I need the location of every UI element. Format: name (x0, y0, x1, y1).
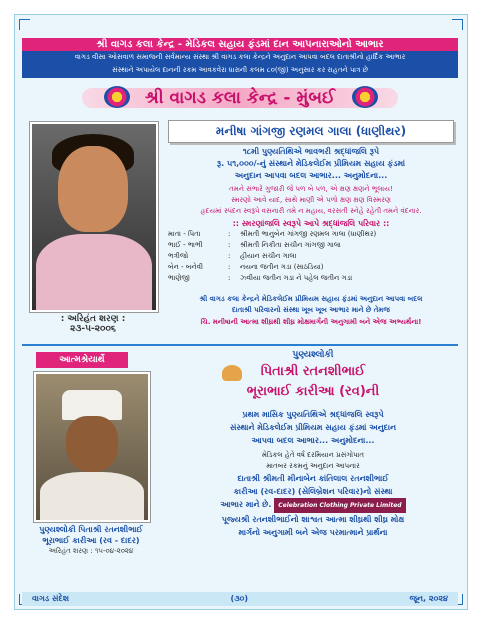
donor-line: કારીઆ (રવ-દાદર) (સેલિબ્રેશન પરિવાર)નો સંસ્થા (233, 487, 393, 496)
family-list (168, 229, 454, 284)
section-divider (22, 344, 458, 346)
family-row: માતા - પિતા : શ્રીમતી ભાનુબેન ગાંગજી રણમલ ગાલા (ધાણીથર) (168, 230, 377, 238)
banner-tax-note: સંસ્થાને અપાયેલ દાનની રકમ આવકવેરા ધારાની કલમ ૮૦(જી) અનુસાર કર રાહતને પાત્ર છે (111, 66, 369, 74)
memorial-section-manisha (22, 118, 458, 338)
mid-line: માતબર રકમનું અનુદાન આપનાર (266, 462, 360, 470)
poem-line: તમને સંભારે ગુજારી જે પળ બે પળ, એ ક્ષણ ક્ષણને ભૂલાય! (229, 185, 393, 193)
tribute-line: પ્રથમ માસિક પુણ્યતિથિએ શ્રદ્ધાંજલિ સ્વરૂપે (242, 410, 384, 419)
family-row: બેન - બનેવી : નયના જતીન ગડા (સાઠડિયા) (168, 263, 324, 271)
banner-subline: વાગડ વીસા ઓસવાળ સમાજની સર્વમાન્ય સંસ્થા શ્રી વાગડ કલા કેન્દ્રને અનુદાન આપવા બદલ દાતાશ્રીનો હાર્દિક આભાર (74, 53, 406, 61)
portrait-photo (30, 122, 158, 312)
magazine-name: વાગડ સંદેશ (32, 594, 70, 603)
father-name-line2: ભૂરાભાઈ કારીઆ (રવ)ની (246, 384, 380, 399)
prayer-line: માર્ગનો અનુગામી બને એજ પરમાત્માને પ્રાર્થના (238, 528, 388, 537)
issue-date: જૂન, ૨૦૨૪ (409, 594, 448, 603)
family-row: ભત્રીજો : હીયાન સચીન ગાલા (168, 252, 297, 260)
poem-line: સ્મરણો આવે યાદ, સાથે માણી એ પળો ક્ષણ ક્ષણ વિસ્મરણ (231, 196, 391, 204)
header-banner (22, 38, 458, 78)
tribute-line: ૧૮મી પુણ્યતિથિએ ભાવભરી શ્રદ્ધાંજલિ રૂપે (242, 147, 380, 156)
celebration-logo: Celebration Clothing Private Limited (274, 498, 405, 513)
father-name (172, 362, 454, 408)
title-band (22, 84, 458, 112)
family-header: :: સ્મરણાંજલિ સ્વરૂપે આપે શ્રદ્ધાંજલિ પરિવાર :: (232, 219, 390, 228)
thanks-note: શ્રી વાગડ કલા કેન્દ્રને મેડિકલેઈમ પ્રીમિયમ સહાય ફંડમાં અનુદાન આપવા બદલ દાતાશ્રી પરિવારનો સંસ્થા ખૂબ ખૂબ આભાર માને છે તેમજ (199, 295, 423, 314)
caption-name-1: પુણ્યશ્લોકી પિતાશ્રી રતનશીભાઈ (39, 525, 143, 534)
caption-date: ૨૩-૫-૨૦૦૬ (70, 324, 116, 334)
caption-date: અરિહંત શરણ : ૧૫-૦૪-૨૦૨૪ (48, 547, 134, 555)
caption-arihant: : અરિહંત શરણ : (60, 314, 126, 324)
father-name-line1: પિતાશ્રી રતનશીભાઈ (260, 364, 366, 379)
family-row: ભાઈ - ભાભી : શ્રીમતી નિકીતા સચીન ગાંગજી ગાલા (168, 241, 341, 249)
portrait-photo (34, 372, 150, 522)
photo-caption (32, 314, 154, 334)
punyashloki-label: પુણ્યશ્લોકી (292, 350, 334, 360)
page-footer (22, 592, 458, 606)
memorial-text (168, 120, 454, 284)
prayer-note: ચિ. મનીષાની આત્મા શીઘ્રથી શીઘ્ર મોક્ષમાર્ગની અનુગામી બને એજ અભ્યર્થના! (200, 318, 422, 326)
photo-caption (26, 524, 156, 557)
folded-hands-icon (222, 365, 242, 381)
memorial-text (172, 350, 454, 539)
caption-name-2: ભૂરાભાઈ કારીઆ (રવ - દાદર) (42, 536, 140, 545)
corner-mark (452, 19, 463, 30)
family-row: ભાણેજી : ઝ્વીયા જતીન ગડા ને પહેલ જતીન ગડા (168, 274, 353, 282)
poem-line: હૃદયમાં સ્પંદન સ્વરૂપે વસનારી તમે ન મહાય, વરસતી સ્નેહે રહેતી તમને વંદનાર. (200, 207, 422, 215)
tribute-line: આપવા બદલ આભાર... અનુમોદના... (251, 436, 375, 445)
tribute-line: સંસ્થાને મેડિકલેઈમ પ્રીમિયમ સહાય ફંડમાં અનુદાન (229, 423, 397, 432)
page-number: (૩૦) (230, 594, 249, 603)
banner-heading: શ્રી વાગડ કલા કેન્દ્ર - મેડિકલ સહાય ફંડમાં દાન આપનારાઓનો આભાર (22, 38, 458, 51)
memorial-section-ratanshibhai (22, 350, 458, 590)
tribute-line: રૂ. ૫૧,૦૦૦/-નું સંસ્થાને મેડિકલેઈમ પ્રીમિયમ સહાય ફંડમાં (216, 159, 406, 168)
prayer-line: પૂજ્યશ્રી રતનશીભાઈનો શાશ્વત આત્મા શીઘ્રથી શીઘ્ર મોક્ષ (221, 515, 405, 524)
atmashreyarthe-badge: આત્મશ્રેયાર્થે (36, 352, 128, 368)
tribute-line: અનુદાન આપવા બદલ આભાર... અનુમોદના... (234, 171, 388, 180)
donor-line: દાતાશ્રી શ્રીમતી મીનાબેન કાંતિલાલ રતનશીભાઈ (237, 474, 389, 483)
thanks-line: આભાર માને છે. Celebration Clothing Private Limited (172, 498, 454, 513)
mid-line: મેડિકલ હેતે વર્ષ દરમિયાન પ્રસંગોપાત (261, 451, 365, 459)
page-title: શ્રી વાગડ કલા કેન્દ્ર - મુંબઈ (144, 88, 336, 108)
logo-icon (104, 86, 130, 108)
corner-mark (19, 19, 30, 30)
logo-icon (352, 86, 378, 108)
memorial-name: મનીષા ગાંગજી રણમલ ગાલા (ધાણીથર) (168, 120, 454, 143)
